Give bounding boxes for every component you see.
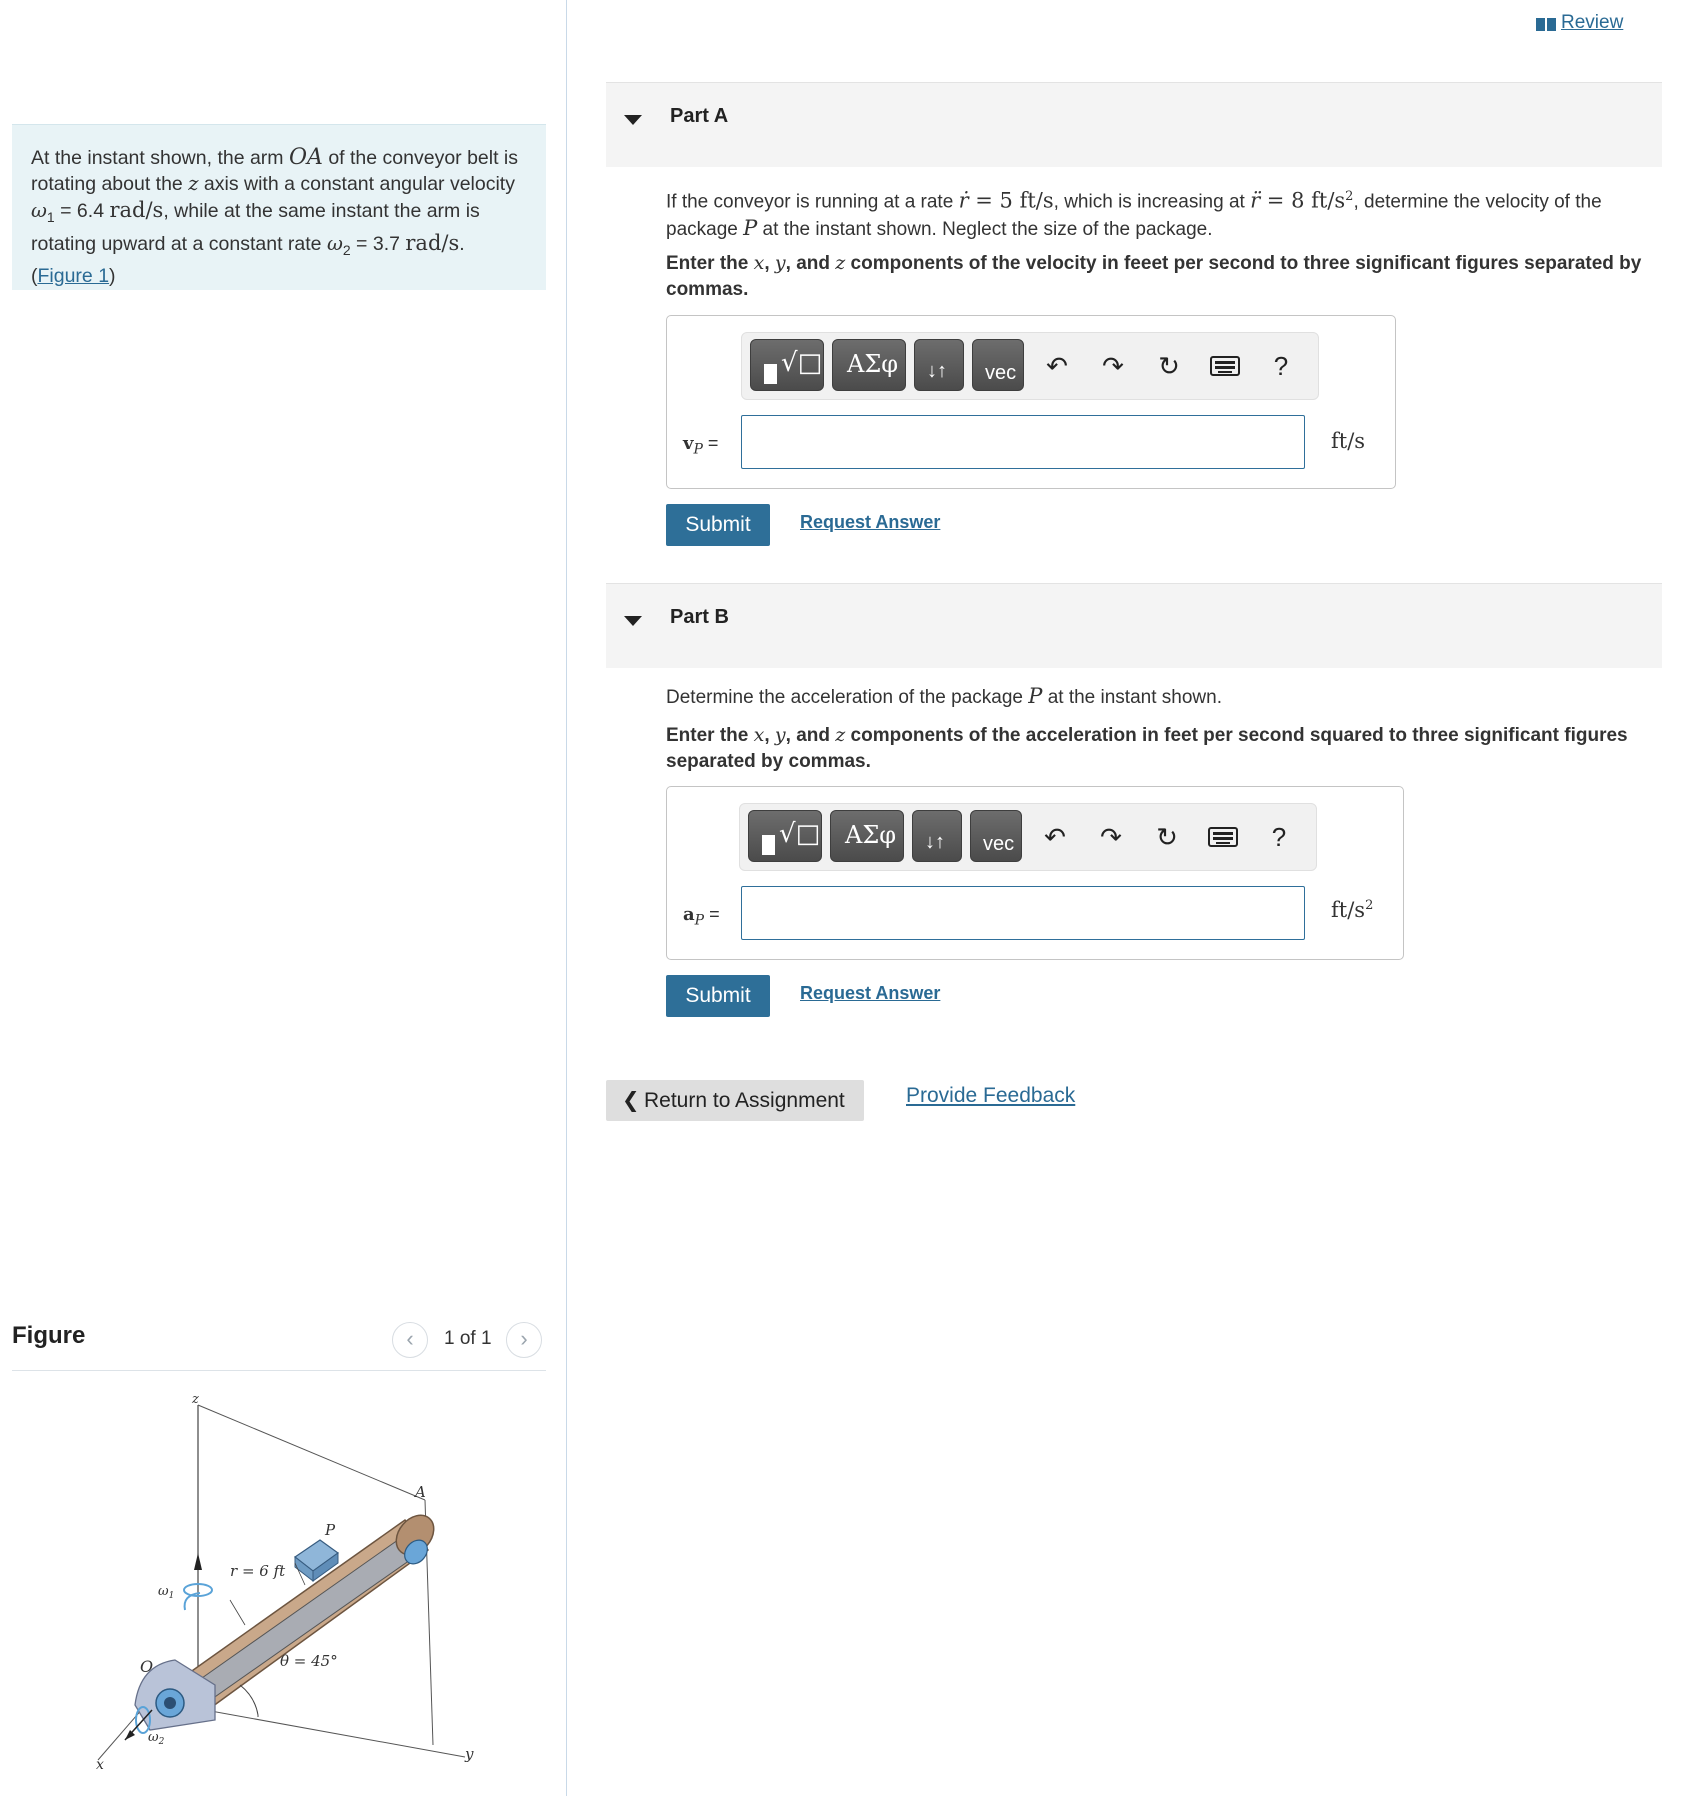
greek-symbols-button[interactable]: ΑΣφ	[830, 810, 904, 862]
acceleration-units: $ft/s^2$	[1331, 898, 1374, 922]
fig-label-P: P	[325, 1521, 336, 1539]
part-a-title: Part A	[670, 105, 729, 127]
part-b-request-answer-link[interactable]: Request Answer	[800, 983, 941, 1003]
caret-down-icon	[624, 616, 642, 626]
figure-counter: 1 of 1	[444, 1328, 492, 1349]
return-to-assignment-button[interactable]: ❮ Return to Assignment	[606, 1080, 864, 1121]
figure-next-button[interactable]	[506, 1322, 542, 1358]
vector-button[interactable]: vec	[970, 810, 1022, 862]
help-icon[interactable]: ?	[1271, 822, 1287, 852]
part-b-math-toolbar	[739, 803, 1317, 871]
caret-down-icon	[624, 115, 642, 125]
fig-label-r: r = 6 ft	[230, 1562, 286, 1580]
acceleration-label: $a_P$ =	[683, 904, 720, 929]
fig-label-O: O	[140, 1657, 154, 1676]
vector-button[interactable]: vec	[972, 339, 1024, 391]
fig-label-x: x	[96, 1757, 104, 1773]
chevron-left-icon: ❮	[622, 1089, 640, 1112]
velocity-units: ft/s	[1331, 429, 1366, 453]
templates-button[interactable]	[750, 339, 824, 391]
undo-icon[interactable]: ↶	[1046, 351, 1068, 381]
sqrt-icon: √□	[781, 348, 823, 378]
part-b-prompt: Determine the acceleration of the package P at the instant shown.	[666, 684, 1222, 708]
review-link[interactable]: Review	[1561, 12, 1624, 33]
conveyor-figure	[80, 1385, 500, 1785]
fig-label-theta: θ = 45°	[280, 1652, 338, 1670]
figure-link[interactable]: Figure 1	[37, 264, 110, 287]
provide-feedback-link[interactable]: Provide Feedback	[906, 1084, 1076, 1107]
part-b-header[interactable]	[606, 583, 1662, 668]
acceleration-input[interactable]	[741, 886, 1305, 940]
fig-label-z: z	[192, 1392, 199, 1407]
keyboard-icon[interactable]	[1206, 820, 1240, 854]
part-a-answer-box	[666, 315, 1396, 489]
left-panel	[0, 0, 567, 1796]
figure-title: Figure	[12, 1322, 86, 1349]
part-a-header[interactable]	[606, 82, 1662, 167]
arm-symbol: OA	[288, 145, 323, 170]
part-b-instructions: Enter the x, y, and z components of the acceleration in feet per second squared to three significant figures separated by commas.	[666, 724, 1628, 772]
part-a-math-toolbar	[741, 332, 1319, 400]
help-icon[interactable]: ?	[1273, 351, 1289, 381]
templates-button[interactable]	[748, 810, 822, 862]
part-a-submit-button[interactable]: Submit	[666, 504, 770, 546]
problem-statement: At the instant shown, the arm OA of the conveyor belt is rotating about the z axis with a constant angular velocity $\omega_1 = 6.4$ rad/s, while at the same instant the arm is rotating upward at a constant rate $\omega_2 = 3.7$ rad/s. (Figure 1)	[12, 124, 546, 290]
redo-icon[interactable]: ↷	[1102, 351, 1124, 381]
reset-icon[interactable]: ↻	[1158, 351, 1180, 381]
figure-header	[12, 1310, 546, 1371]
square-icon	[764, 364, 777, 384]
velocity-input[interactable]	[741, 415, 1305, 469]
part-b-title: Part B	[670, 606, 729, 628]
part-a-instructions: Enter the x, y, and z components of the velocity in feeet per second to three significant figures separated by commas.	[666, 252, 1642, 300]
subscript-superscript-button[interactable]: ↓↑	[912, 810, 962, 862]
velocity-label: $v_P$ =	[683, 433, 719, 458]
greek-symbols-button[interactable]: ΑΣφ	[832, 339, 906, 391]
subscript-superscript-button[interactable]: ↓↑	[914, 339, 964, 391]
figure-prev-button[interactable]	[392, 1322, 428, 1358]
part-a-prompt: If the conveyor is running at a rate ṙ = 5 ft/s, which is increasing at r̈ = 8 $ft/s^2$, determine the velocity of the package P at the instant shown. Neglect the size of the package.	[666, 188, 1602, 241]
fig-label-w1: $\omega_1$	[158, 1584, 175, 1601]
fig-label-w2: $\omega_2$	[148, 1730, 165, 1747]
part-b-answer-box	[666, 786, 1404, 960]
fig-label-y: y	[465, 1745, 474, 1763]
keyboard-icon[interactable]	[1208, 349, 1242, 383]
chevron-right-icon: ›	[520, 1326, 528, 1351]
reset-icon[interactable]: ↻	[1156, 822, 1178, 852]
undo-icon[interactable]: ↶	[1044, 822, 1066, 852]
chevron-left-icon: ‹	[406, 1326, 414, 1351]
part-b-submit-button[interactable]: Submit	[666, 975, 770, 1017]
fig-label-A: A	[415, 1483, 426, 1501]
sqrt-icon: √□	[779, 819, 821, 849]
square-icon	[762, 835, 775, 855]
redo-icon[interactable]: ↷	[1100, 822, 1122, 852]
part-a-request-answer-link[interactable]: Request Answer	[800, 512, 941, 532]
